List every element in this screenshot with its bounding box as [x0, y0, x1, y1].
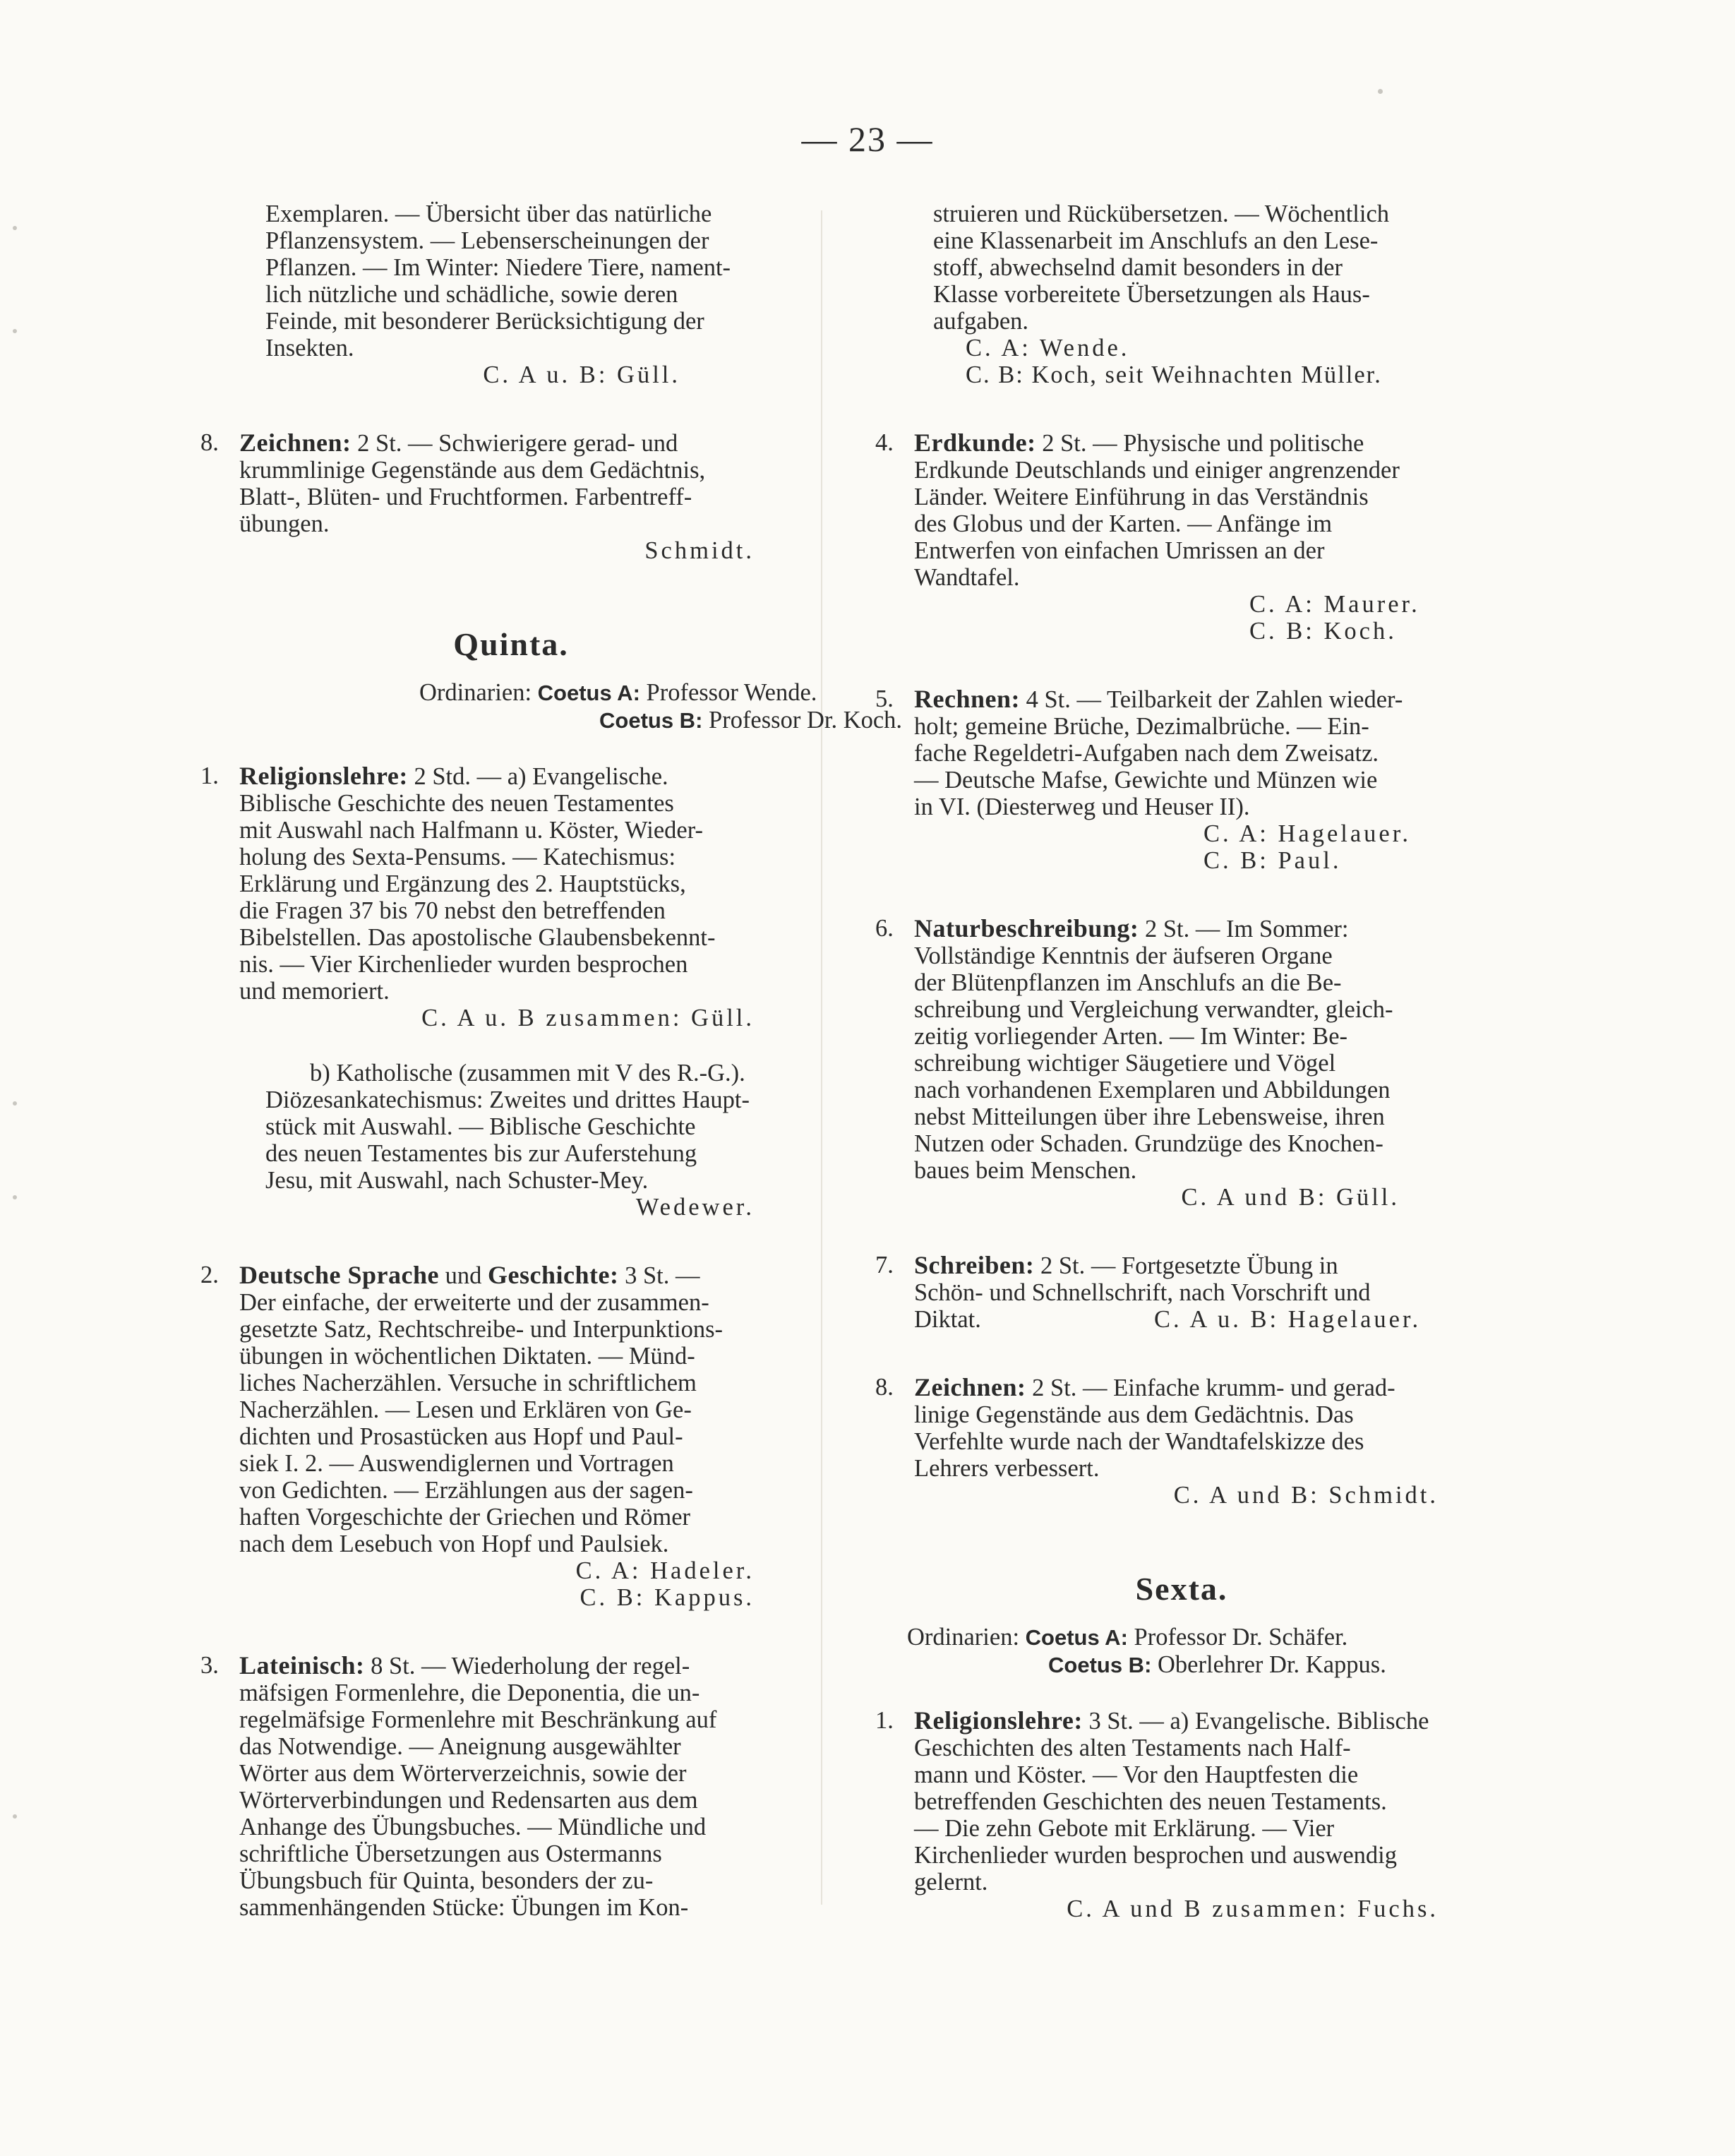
subject-heading: Erdkunde: [914, 429, 1036, 457]
text-line: nach dem Lesebuch von Hopf und Paulsiek. [239, 1531, 669, 1557]
subject-heading: Rechnen: [914, 685, 1020, 713]
text-line: Erklärung und Ergänzung des 2. Hauptstücks, [239, 870, 686, 897]
section-title-sexta: Sexta. [1135, 1571, 1228, 1607]
text-line: Pflanzen. — Im Winter: Niedere Tiere, nament- [265, 254, 731, 281]
text-line: das Notwendige. — Aneignung ausgewählter [239, 1733, 681, 1760]
text-fragment: und [438, 1262, 488, 1289]
teacher-name: Professor Dr. Koch. [709, 707, 903, 733]
text-line: Verfehlte wurde nach der Wandtafelskizze des [914, 1428, 1364, 1455]
ordinarien-label: Ordinarien: [419, 679, 532, 706]
text-line: Wandtafel. [914, 564, 1020, 591]
teacher-name: Professor Wende. [646, 679, 817, 706]
text-line: Pflanzensystem. — Lebenserscheinungen der [265, 227, 709, 254]
subject-entry-religionslehre [875, 1707, 1467, 1896]
text-line: mit Auswahl nach Halfmann u. Köster, Wieder- [239, 817, 703, 844]
entry-number: 6. [875, 915, 894, 942]
teacher-signature: C. A u. B zusammen: Güll. [421, 1005, 755, 1031]
text-line: aufgaben. [933, 308, 1029, 335]
subject-entry-zeichnen [875, 1374, 1467, 1482]
text-line: Diktat. [914, 1306, 981, 1333]
subject-heading: Zeichnen: [239, 429, 352, 457]
subject-heading: Deutsche Sprache [239, 1261, 439, 1289]
text-line: zeitig vorliegender Arten. — Im Winter: Be- [914, 1023, 1347, 1050]
entry-number: 1. [875, 1707, 894, 1734]
text-line: fache Regeldetri-Aufgaben nach dem Zweisatz. [914, 740, 1379, 767]
text-line: Diözesankatechismus: Zweites und drittes Haupt- [265, 1086, 750, 1113]
entry-number: 2. [200, 1262, 219, 1288]
subject-heading: Schreiben: [914, 1251, 1035, 1279]
text-line: 2 St. — Physische und politische [1035, 430, 1364, 457]
scan-speck [1378, 89, 1383, 94]
teacher-signature: C. A: Hagelauer. [1203, 820, 1411, 847]
subject-heading: Lateinisch: [239, 1651, 365, 1679]
ordinarien-line-a [200, 679, 822, 707]
text-line: stück mit Auswahl. — Biblische Geschichte [265, 1113, 696, 1140]
text-line: 4 St. — Teilbarkeit der Zahlen wieder- [1020, 686, 1403, 713]
coetus-label: Coetus B: [599, 708, 703, 733]
coetus-label: Coetus B: [1048, 1653, 1152, 1677]
teacher-signature: C. B: Koch, seit Weihnachten Müller. [966, 361, 1382, 388]
text-line: Wörterverbindungen und Redensarten aus dem [239, 1787, 698, 1814]
teacher-signature: C. B: Paul. [1203, 847, 1342, 874]
ordinarien-line-b [200, 707, 903, 734]
text-line: 2 St. — Fortgesetzte Übung in [1034, 1252, 1338, 1279]
right-intro-paragraph [875, 200, 1467, 335]
katholische-paragraph [200, 1060, 822, 1194]
text-line: betreffenden Geschichten des neuen Testaments. [914, 1788, 1387, 1815]
text-line: gesetzte Satz, Rechtschreibe- und Interpunktions- [239, 1316, 723, 1343]
text-line: Geschichten des alten Testaments nach Half- [914, 1735, 1351, 1761]
text-line: Insekten. [265, 335, 354, 361]
teacher-name: Oberlehrer Dr. Kappus. [1158, 1651, 1386, 1678]
entry-number: 4. [875, 429, 894, 456]
text-line: Klasse vorbereitete Übersetzungen als Haus- [933, 281, 1370, 308]
text-line: 2 St. — Schwierigere gerad- und [351, 430, 678, 457]
text-line: Wörter aus dem Wörterverzeichnis, sowie der [239, 1760, 687, 1787]
text-line: 3 St. — [618, 1262, 700, 1289]
teacher-signature: C. B: Kappus. [580, 1584, 755, 1611]
text-line: mann und Köster. — Vor den Hauptfesten die [914, 1761, 1359, 1788]
teacher-signature: C. A und B: Schmidt. [1173, 1482, 1439, 1509]
text-line: in VI. (Diesterweg und Heuser II). [914, 793, 1250, 820]
text-line: Nutzen oder Schaden. Grundzüge des Knochen- [914, 1130, 1383, 1157]
text-line: krummlinige Gegenstände aus dem Gedächtnis, [239, 457, 706, 484]
text-line: Erdkunde Deutschlands und einiger angrenzender [914, 457, 1400, 484]
text-line: 2 St. — Einfache krumm- und gerad- [1026, 1375, 1395, 1401]
text-line: Exemplaren. — Übersicht über das natürliche [265, 200, 712, 227]
text-line: 8 St. — Wiederholung der regel- [364, 1653, 690, 1679]
teacher-name: Professor Dr. Schäfer. [1134, 1624, 1348, 1651]
teacher-signature: C. A u. B: Hagelauer. [1154, 1306, 1422, 1333]
text-line: Übungsbuch für Quinta, besonders der zu- [239, 1867, 654, 1894]
right-column [875, 200, 1467, 1922]
coetus-label: Coetus A: [537, 681, 640, 705]
text-line: nach vorhandenen Exemplaren und Abbildungen [914, 1077, 1391, 1103]
text-line: der Blütenpflanzen im Anschlufs an die Be- [914, 969, 1342, 996]
text-line: 2 Std. — a) Evangelische. [407, 763, 668, 790]
text-line: des neuen Testamentes bis zur Auferstehung [265, 1140, 697, 1167]
subject-heading: Religionslehre: [239, 762, 408, 790]
subject-entry-lateinisch [200, 1652, 822, 1921]
text-line: liches Nacherzählen. Versuche in schriftlichem [239, 1370, 697, 1396]
text-line: Lehrers verbessert. [914, 1455, 1100, 1482]
left-column [200, 200, 903, 1921]
ordinarien-label: Ordinarien: [907, 1624, 1020, 1651]
teacher-signature: C. A und B: Güll. [1181, 1184, 1400, 1211]
text-line: linige Gegenstände aus dem Gedächtnis. Das [914, 1401, 1354, 1428]
text-line: Nacherzählen. — Lesen und Erklären von Ge- [239, 1396, 692, 1423]
scan-speck [13, 1195, 17, 1199]
text-line: Schön- und Schnellschrift, nach Vorschrift und [914, 1279, 1371, 1306]
subject-heading: Religionslehre: [914, 1706, 1083, 1735]
text-line: Jesu, mit Auswahl, nach Schuster-Mey. [265, 1167, 649, 1194]
teacher-signature: C. A und B zusammen: Fuchs. [1067, 1896, 1439, 1922]
text-line: und memoriert. [239, 978, 390, 1005]
coetus-label: Coetus A: [1025, 1625, 1128, 1650]
text-line: schreibung wichtiger Säugetiere und Vögel [914, 1050, 1336, 1077]
scan-speck [13, 226, 17, 230]
entry-number: 5. [875, 685, 894, 712]
text-line: dichten und Prosastücken aus Hopf und Paul- [239, 1423, 683, 1450]
text-line: lich nützliche und schädliche, sowie deren [265, 281, 678, 308]
scan-speck [13, 329, 17, 333]
subject-entry-schreiben [875, 1252, 1467, 1333]
subject-heading: Geschichte: [487, 1261, 619, 1289]
text-line: die Fragen 37 bis 70 nebst den betreffenden [239, 897, 666, 924]
scan-speck [13, 1101, 17, 1106]
teacher-signature: C. B: Koch. [1249, 618, 1397, 645]
text-line: Anhange des Übungsbuches. — Mündliche und [239, 1814, 707, 1840]
teacher-signature: C. A u. B: Güll. [483, 361, 680, 388]
ordinarien-line-b [875, 1651, 1467, 1679]
text-line: des Globus und der Karten. — Anfänge im [914, 510, 1333, 537]
text-line: haften Vorgeschichte der Griechen und Römer [239, 1504, 691, 1531]
subject-entry-erdkunde [875, 429, 1467, 591]
text-line: struieren und Rückübersetzen. — Wöchentlich [933, 200, 1390, 227]
subject-entry-rechnen [875, 685, 1467, 820]
teacher-signature: C. A: Wende. [966, 335, 1130, 361]
text-line: nebst Mitteilungen über ihre Lebensweise, ihren [914, 1103, 1385, 1130]
text-line: holung des Sexta-Pensums. — Katechismus: [239, 844, 676, 870]
teacher-signature: Wedewer. [635, 1194, 755, 1221]
text-line: stoff, abwechselnd damit besonders in der [933, 254, 1343, 281]
text-line: holt; gemeine Brüche, Dezimalbrüche. — Ein- [914, 713, 1369, 740]
text-line: 2 St. — Im Sommer: [1139, 916, 1349, 942]
subject-entry-deutsch [200, 1262, 822, 1557]
text-line: übungen in wöchentlichen Diktaten. — Münd- [239, 1343, 695, 1370]
text-line: gelernt. [914, 1869, 988, 1896]
text-line: 3 St. — a) Evangelische. Biblische [1082, 1708, 1429, 1735]
left-intro-paragraph [200, 200, 822, 361]
text-line: regelmäfsige Formenlehre mit Beschränkung auf [239, 1706, 717, 1733]
text-line: Biblische Geschichte des neuen Testamentes [239, 790, 674, 817]
teacher-signature: C. A: Maurer. [1249, 591, 1420, 618]
subject-entry-religionslehre [200, 762, 822, 1005]
text-line: eine Klassenarbeit im Anschlufs an den Lese- [933, 227, 1379, 254]
subject-heading: Naturbeschreibung: [914, 914, 1139, 942]
subject-entry-naturbeschreibung [875, 915, 1467, 1184]
text-line: schreibung und Vergleichung verwandter, gleich- [914, 996, 1393, 1023]
subject-heading: Zeichnen: [914, 1373, 1026, 1401]
text-line: Entwerfen von einfachen Umrissen an der [914, 537, 1325, 564]
scan-speck [13, 1814, 17, 1819]
text-line: Länder. Weitere Einführung in das Verständnis [914, 484, 1369, 510]
entry-number: 1. [200, 762, 219, 789]
section-title-quinta: Quinta. [453, 626, 569, 662]
entry-number: 3. [200, 1652, 219, 1679]
text-line: b) Katholische (zusammen mit V des R.-G.). [310, 1060, 745, 1086]
text-line: übungen. [239, 510, 330, 537]
text-line: Vollständige Kenntnis der äufseren Organe [914, 942, 1333, 969]
text-line: sammenhängenden Stücke: Übungen im Kon- [239, 1894, 689, 1921]
text-line: von Gedichten. — Erzählungen aus der sagen- [239, 1477, 693, 1504]
text-line: Bibelstellen. Das apostolische Glaubensbekennt- [239, 924, 716, 951]
text-line: Feinde, mit besonderer Berücksichtigung der [265, 308, 704, 335]
text-line: Der einfache, der erweiterte und der zusammen- [239, 1289, 709, 1316]
entry-number: 8. [200, 429, 219, 456]
text-line: baues beim Menschen. [914, 1157, 1137, 1184]
teacher-signature: Schmidt. [644, 537, 755, 564]
page-number: — 23 — [801, 119, 934, 159]
text-line: — Die zehn Gebote mit Erklärung. — Vier [914, 1815, 1335, 1842]
text-line: Kirchenlieder wurden besprochen und auswendig [914, 1842, 1398, 1869]
text-line: nis. — Vier Kirchenlieder wurden besprochen [239, 951, 688, 978]
teacher-signature: C. A: Hadeler. [575, 1557, 755, 1584]
text-line: siek I. 2. — Auswendiglernen und Vortragen [239, 1450, 674, 1477]
text-line: schriftliche Übersetzungen aus Ostermanns [239, 1840, 662, 1867]
text-line: — Deutsche Mafse, Gewichte und Münzen wie [914, 767, 1378, 793]
text-line: mäfsigen Formenlehre, die Deponentia, die un- [239, 1679, 700, 1706]
entry-number: 7. [875, 1252, 894, 1278]
entry-number: 8. [875, 1374, 894, 1401]
ordinarien-line-a [875, 1624, 1467, 1651]
subject-entry-zeichnen [200, 429, 822, 537]
text-line: Blatt-, Blüten- und Fruchtformen. Farbentreff- [239, 484, 692, 510]
